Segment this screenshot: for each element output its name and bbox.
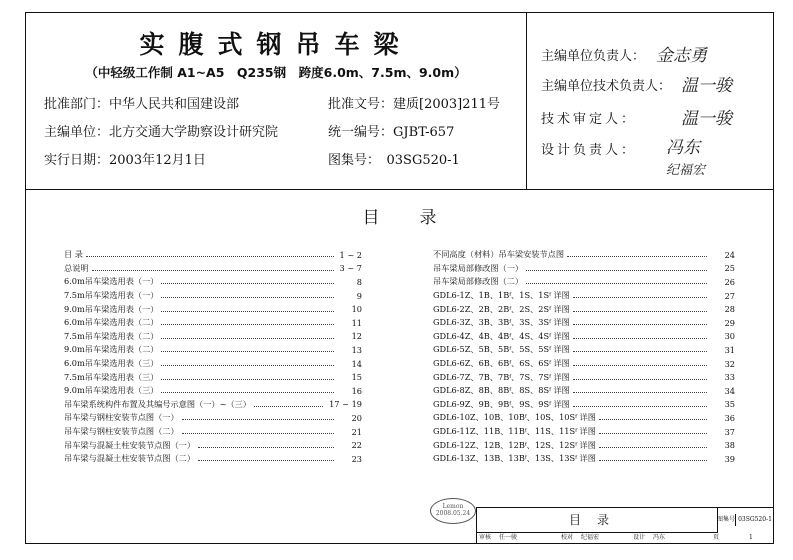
- unified-number: 统一编号：GJBT-657: [328, 125, 455, 140]
- toc-entry-label: 吊车梁与混凝土柱安装节点图（二）: [64, 453, 196, 464]
- toc-entry: [64, 357, 362, 371]
- toc-leader-dots: [161, 311, 334, 312]
- designer-signature-2: 纪福宏: [666, 163, 706, 178]
- toc-entry-label: 9.0m吊车梁选用表（三）: [64, 385, 159, 396]
- toc-entry: [64, 411, 362, 425]
- toc-leader-dots: [573, 365, 707, 366]
- toc-entry-page: 8: [356, 276, 362, 287]
- editor-unit: 主编单位：北方交通大学勘察设计研究院: [44, 125, 279, 140]
- toc-entry: [64, 343, 362, 357]
- toc-entry-label: GDL6-2Z、2B、2Bᶠ、2S、2Sᶠ 详图: [433, 303, 570, 314]
- title-block-atlas-label: 图集号: [717, 514, 736, 526]
- toc-entry-label: GDL6-8Z、8B、8Bᶠ、8S、8Sᶠ 详图: [433, 385, 570, 396]
- toc-entry-page: 15: [351, 372, 362, 383]
- toc-entry-page: 22: [351, 440, 362, 451]
- toc-entry: [64, 302, 362, 316]
- toc-entry-page: 16: [351, 385, 362, 396]
- toc-entry-page: 23: [351, 453, 362, 464]
- title-block-signature-row: [477, 532, 775, 545]
- toc-entry-label: GDL6-12Z、12B、12Bᶠ、12S、12Sᶠ 详图: [433, 439, 596, 450]
- design-label: 设计: [633, 534, 646, 541]
- toc-entry-label: GDL6-6Z、6B、6Bᶠ、6S、6Sᶠ 详图: [433, 358, 570, 369]
- toc-entry: [64, 425, 362, 439]
- toc-entry-label: 吊车梁与钢柱安装节点图（一）: [64, 412, 179, 423]
- toc-leader-dots: [599, 447, 707, 448]
- toc-entry: [64, 398, 362, 412]
- approval-dept: 批准部门：中华人民共和国建设部: [44, 97, 240, 112]
- toc-entry-page: 33: [724, 372, 735, 383]
- toc-entry-label: 9.0m吊车梁选用表（二）: [64, 344, 159, 355]
- toc-title: 目录: [362, 208, 477, 228]
- toc-leader-dots: [573, 392, 707, 393]
- toc-entry-page: 9: [356, 290, 362, 301]
- toc-entry: [64, 370, 362, 384]
- toc-entry: [64, 438, 362, 452]
- toc-entry-page: 31: [724, 344, 735, 355]
- toc-leader-dots: [161, 365, 334, 366]
- toc-entry-page: 30: [724, 331, 735, 342]
- toc-entry-label: 吊车梁局部修改图（一）: [433, 262, 524, 273]
- toc-leader-dots: [573, 311, 707, 312]
- reviewer-signature: 温一骏: [681, 109, 732, 129]
- toc-entry-page: 38: [724, 440, 735, 451]
- review-label: 审核: [479, 534, 492, 541]
- toc-entry: [433, 248, 735, 262]
- toc-entry-page: 12: [351, 331, 362, 342]
- header-vertical-divider: [526, 13, 527, 189]
- toc-entry: [433, 275, 735, 289]
- toc-entry-label: 6.0m吊车梁选用表（二）: [64, 317, 159, 328]
- toc-entry-label: GDL6-5Z、5B、5Bᶠ、5S、5Sᶠ 详图: [433, 344, 570, 355]
- toc-entry-label: 7.5m吊车梁选用表（二）: [64, 330, 159, 341]
- toc-leader-dots: [599, 433, 707, 434]
- toc-entry-page: 11: [351, 317, 362, 328]
- toc-entry: [64, 248, 362, 262]
- approval-number: 批准文号：建质[2003]211号: [328, 97, 501, 112]
- toc-entry-page: 1 ~ 2: [339, 249, 362, 260]
- toc-entry-page: 29: [724, 317, 735, 328]
- toc-entry: [64, 275, 362, 289]
- toc-entry: [64, 330, 362, 344]
- toc-entry-page: 36: [724, 412, 735, 423]
- atlas-subtitle: （中轻级工作制 A1~A5 Q235钢 跨度6.0m、7.5m、9.0m）: [85, 65, 467, 80]
- page-number: 1: [749, 534, 753, 541]
- drawing-sheet: [25, 12, 774, 544]
- toc-leader-dots: [573, 406, 707, 407]
- toc-leader-dots: [526, 283, 707, 284]
- toc-entry-page: 25: [724, 263, 735, 274]
- toc-entry: [433, 330, 735, 344]
- toc-leader-dots: [161, 379, 334, 380]
- toc-leader-dots: [182, 433, 334, 434]
- toc-entry: [64, 384, 362, 398]
- toc-entry-label: GDL6-4Z、4B、4Bᶠ、4S、4Sᶠ 详图: [433, 330, 570, 341]
- toc-entry-label: 不同高度（材料）吊车梁安装节点图: [433, 249, 565, 260]
- check-name: 纪福宏: [581, 534, 600, 541]
- toc-leader-dots: [254, 406, 323, 407]
- toc-entry-label: GDL6-9Z、9B、9Bᶠ、9S、9Sᶠ 详图: [433, 398, 570, 409]
- toc-entry-page: 24: [724, 249, 735, 260]
- tech-head-label: 主编单位技术负责人：: [541, 79, 672, 94]
- toc-entry-label: 7.5m吊车梁选用表（一）: [64, 290, 159, 301]
- atlas-number: 图集号： 03SG520-1: [328, 153, 460, 168]
- toc-entry-label: 目 录: [64, 249, 83, 260]
- designer-label: 设计负责人：: [541, 143, 638, 158]
- toc-entry-page: 35: [724, 399, 735, 410]
- toc-entry-page: 14: [351, 358, 362, 369]
- toc-leader-dots: [573, 351, 707, 352]
- toc-entry-label: GDL6-13Z、13B、13Bᶠ、13S、13Sᶠ 详图: [433, 453, 596, 464]
- tech-head-signature: 温一骏: [681, 76, 732, 96]
- page-label: 页: [713, 534, 720, 541]
- toc-leader-dots: [526, 270, 707, 271]
- toc-entry-label: GDL6-11Z、11B、11Bᶠ、11S、11Sᶠ 详图: [433, 426, 596, 437]
- toc-entry-page: 20: [351, 412, 362, 423]
- toc-entry-page: 17 ~ 19: [329, 399, 362, 410]
- toc-entry-page: 28: [724, 304, 735, 315]
- title-block-name: 目录: [477, 508, 718, 533]
- toc-entry: [64, 289, 362, 303]
- toc-entry-page: 39: [724, 453, 735, 464]
- toc-left-column: [64, 248, 362, 466]
- toc-entry-label: GDL6-3Z、3B、3Bᶠ、3S、3Sᶠ 详图: [433, 317, 570, 328]
- toc-entry-label: 7.5m吊车梁选用表（三）: [64, 371, 159, 382]
- toc-leader-dots: [198, 447, 334, 448]
- toc-leader-dots: [182, 419, 334, 420]
- check-label: 校对: [561, 534, 574, 541]
- toc-entry-label: 吊车梁与混凝土柱安装节点图（一）: [64, 439, 196, 450]
- toc-entry: [64, 316, 362, 330]
- toc-entry-label: 吊车梁与钢柱安装节点图（二）: [64, 426, 179, 437]
- toc-leader-dots: [599, 419, 707, 420]
- toc-entry-label: GDL6-7Z、7B、7Bᶠ、7S、7Sᶠ 详图: [433, 371, 570, 382]
- toc-leader-dots: [567, 256, 707, 257]
- toc-entry-page: 27: [724, 290, 735, 301]
- library-stamp: [430, 498, 476, 524]
- toc-leader-dots: [161, 392, 334, 393]
- toc-leader-dots: [161, 324, 334, 325]
- toc-entry: [433, 316, 735, 330]
- review-name: 任一骏: [499, 534, 518, 541]
- toc-leader-dots: [161, 283, 334, 284]
- title-block: [476, 507, 774, 544]
- toc-entry: [433, 398, 735, 412]
- toc-entry: [433, 262, 735, 276]
- stamp-line-2: 2008.05.24: [435, 510, 471, 517]
- toc-entry: [433, 357, 735, 371]
- toc-entry-label: GDL6-1Z、1B、1Bᶠ、1S、1Sᶠ 详图: [433, 290, 570, 301]
- design-name: 冯东: [653, 534, 666, 541]
- toc-entry: [64, 262, 362, 276]
- toc-leader-dots: [92, 270, 334, 271]
- effective-date: 实行日期：2003年12月1日: [44, 153, 206, 168]
- toc-entry: [433, 289, 735, 303]
- toc-entry-page: 21: [351, 426, 362, 437]
- toc-entry-page: 37: [724, 426, 735, 437]
- toc-entry: [433, 302, 735, 316]
- toc-entry-label: 6.0m吊车梁选用表（三）: [64, 358, 159, 369]
- unit-head-label: 主编单位负责人：: [541, 49, 646, 64]
- divider-line: [26, 189, 773, 190]
- toc-leader-dots: [198, 460, 334, 461]
- toc-entry-page: 3 ~ 7: [339, 263, 362, 274]
- toc-leader-dots: [86, 256, 334, 257]
- toc-entry: [433, 452, 735, 466]
- toc-entry-page: 26: [724, 276, 735, 287]
- toc-right-column: [433, 248, 735, 466]
- toc-leader-dots: [161, 338, 334, 339]
- toc-entry-label: GDL6-10Z、10B、10Bᶠ、10S、10Sᶠ 详图: [433, 412, 596, 423]
- toc-entry: [433, 425, 735, 439]
- toc-entry-label: 总说明: [64, 262, 89, 273]
- toc-entry: [433, 411, 735, 425]
- title-block-atlas-number: 03SG520-1: [738, 516, 772, 523]
- toc-entry-label: 6.0m吊车梁选用表（一）: [64, 276, 159, 287]
- toc-entry: [64, 452, 362, 466]
- toc-entry: [433, 384, 735, 398]
- stamp-line-1: Lemon: [442, 503, 464, 510]
- toc-entry-page: 10: [351, 304, 362, 315]
- toc-entry-label: 吊车梁系统构件布置及其编号示意图（一）~（三）: [64, 398, 251, 409]
- toc-leader-dots: [573, 297, 707, 298]
- toc-entry-label: 9.0m吊车梁选用表（一）: [64, 303, 159, 314]
- designer-signature: 冯东: [666, 138, 700, 158]
- unit-head-signature: 金志勇: [656, 46, 707, 66]
- toc-leader-dots: [573, 338, 707, 339]
- toc-leader-dots: [161, 351, 334, 352]
- toc-entry-label: 吊车梁局部修改图（二）: [433, 276, 524, 287]
- atlas-title: 实腹式钢吊车梁: [139, 30, 413, 59]
- toc-leader-dots: [573, 324, 707, 325]
- toc-leader-dots: [161, 297, 334, 298]
- toc-entry: [433, 343, 735, 357]
- toc-leader-dots: [573, 379, 707, 380]
- toc-entry: [433, 370, 735, 384]
- toc-leader-dots: [599, 460, 707, 461]
- toc-entry-page: 13: [351, 344, 362, 355]
- toc-entry: [433, 438, 735, 452]
- reviewer-label: 技术审定人：: [541, 112, 638, 127]
- toc-entry-page: 34: [724, 385, 735, 396]
- toc-entry-page: 32: [724, 358, 735, 369]
